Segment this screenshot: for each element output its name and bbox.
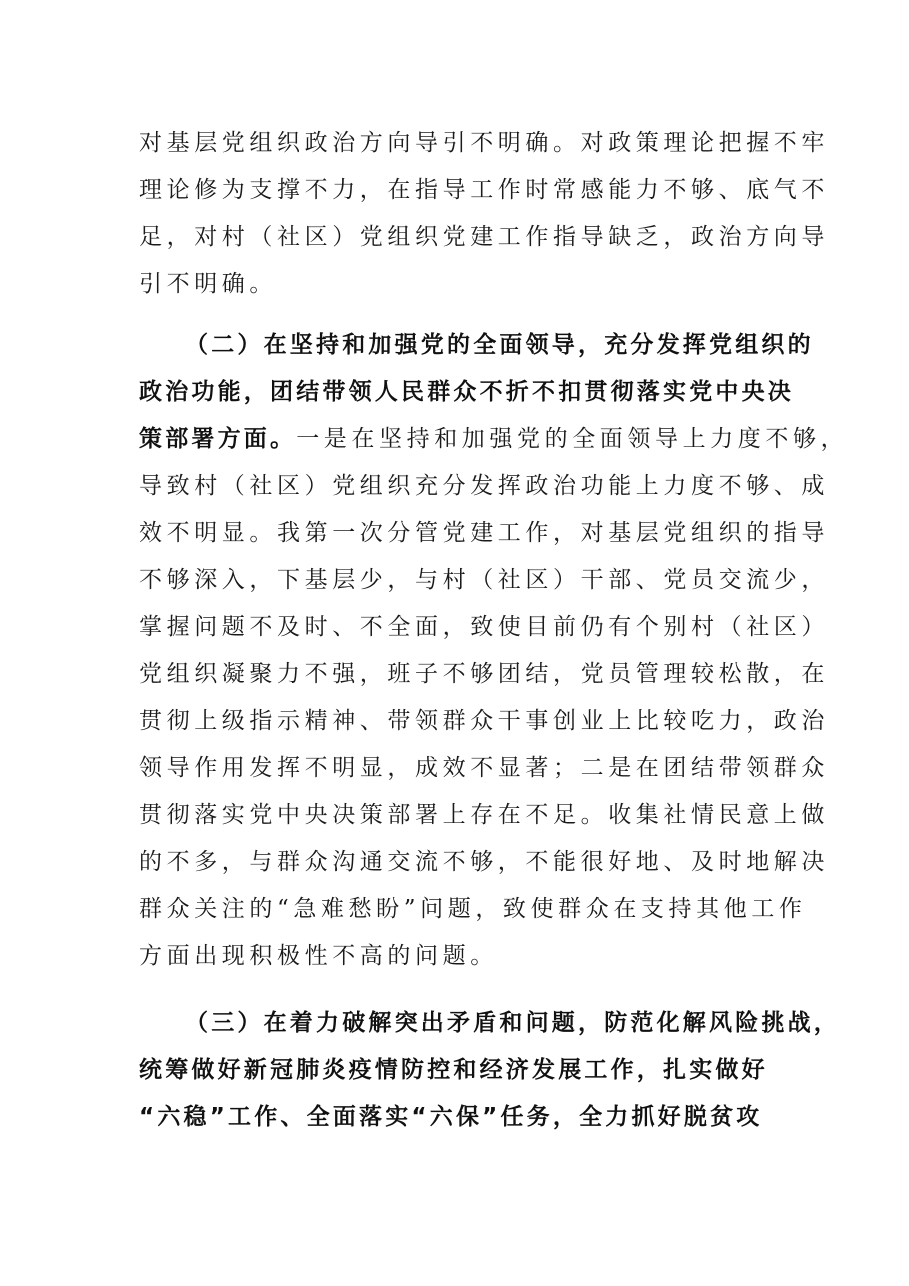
paragraph-line: 引不明确。 <box>139 271 277 297</box>
mixed-line <box>139 416 849 463</box>
paragraph-line: 贯彻上级指示精神、带领群众干事创业上比较吃力，政治 <box>139 708 829 734</box>
paragraph-line: 贯彻落实党中央决策部署上存在不足。收集社情民意上做 <box>139 802 829 828</box>
section-heading-line: 统筹做好新冠肺炎疫情防控和经济发展工作，扎实做好 <box>139 1057 768 1083</box>
section-heading-line: （三）在着力破解突出矛盾和问题，防范化解风险挑战， <box>185 1010 840 1036</box>
paragraph-line: 党组织凝聚力不强，班子不够团结，党员管理较松散，在 <box>139 661 829 687</box>
paragraph-line: 群众关注的“急难愁盼”问题，致使群众在支持其他工作 <box>139 896 807 922</box>
paragraph-2 <box>139 322 849 980</box>
paragraph-line: 掌握问题不及时、不全面，致使目前仍有个别村（社区） <box>139 614 829 640</box>
section-heading-end: 策部署方面。 <box>139 426 297 452</box>
paragraph-line: 领导作用发挥不明显，成效不显著；二是在团结带领群众 <box>139 755 829 781</box>
paragraph-line: 导致村（社区）党组织充分发挥政治功能上力度不够、成 <box>139 473 829 499</box>
section-heading-line: 政治功能，团结带领人民群众不折不扣贯彻落实党中央决 <box>139 379 794 405</box>
paragraph-line: 方面出现积极性不高的问题。 <box>139 943 498 969</box>
paragraph-line: 效不明显。我第一次分管党建工作，对基层党组织的指导 <box>139 520 829 546</box>
paragraph-3 <box>139 1000 840 1141</box>
section-heading-line: “六稳”工作、全面落实“六保”任务，全力抓好脱贫攻 <box>139 1104 763 1130</box>
paragraph-text: 一是在坚持和加强党的全面领导上力度不够， <box>296 426 849 452</box>
paragraph-1 <box>139 120 829 308</box>
paragraph-line: 理论修为支撑不力，在指导工作时常感能力不够、底气不 <box>139 177 829 203</box>
paragraph-line: 的不多，与群众沟通交流不够，不能很好地、及时地解决 <box>139 849 829 875</box>
paragraph-line: 对基层党组织政治方向导引不明确。对政策理论把握不牢 <box>139 130 829 156</box>
paragraph-line: 不够深入，下基层少，与村（社区）干部、党员交流少， <box>139 567 829 593</box>
section-heading-line: （二）在坚持和加强党的全面领导，充分发挥党组织的 <box>185 332 814 358</box>
paragraph-line: 足，对村（社区）党组织党建工作指导缺乏，政治方向导 <box>139 224 829 250</box>
